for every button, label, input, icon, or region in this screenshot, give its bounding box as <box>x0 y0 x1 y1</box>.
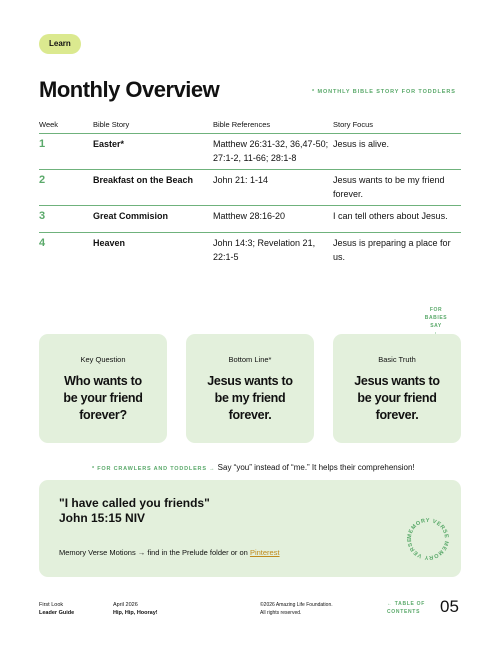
bible-story: Heaven <box>93 238 126 248</box>
footer-month <box>113 601 158 617</box>
memory-verse-box <box>39 480 461 577</box>
memory-verse <box>59 496 210 526</box>
toc-text: CONTENTS <box>387 609 421 615</box>
week-number: 2 <box>39 174 46 186</box>
card-label: Basic Truth <box>378 355 416 364</box>
footer-copyright <box>260 601 333 617</box>
header-story: Bible Story <box>93 120 130 129</box>
verse-reference: John 15:15 NIV <box>59 511 146 525</box>
for-babies-line: SAY <box>430 323 442 329</box>
crawlers-note <box>92 463 415 472</box>
crawlers-text: Say “you” instead of “me.” It helps their comprehension! <box>217 463 415 472</box>
table-header <box>39 120 461 134</box>
page-title: Monthly Overview <box>39 77 220 102</box>
table-row <box>39 233 461 267</box>
card-text: Jesus wants to be my friend forever. <box>207 374 293 422</box>
basic-truth-card <box>333 334 461 443</box>
header-refs: Bible References <box>213 120 271 129</box>
bible-story: Breakfast on the Beach <box>93 175 194 185</box>
card-label: Bottom Line* <box>228 355 272 364</box>
motions-note <box>59 548 280 557</box>
footer-text: ©2026 Amazing Life Foundation. <box>260 602 333 608</box>
story-focus: Jesus wants to be my friend forever. <box>333 175 445 199</box>
bible-references: John 14:3; Revelation 21, 22:1-5 <box>213 238 316 262</box>
footer-guide <box>39 601 74 617</box>
card-label: Key Question <box>80 355 126 364</box>
crawlers-tag: * FOR CRAWLERS AND TODDLERS → <box>92 466 216 472</box>
table-row <box>39 206 461 233</box>
header-focus: Story Focus <box>333 120 374 129</box>
stamp-text: MEMORY VERSE MEMORY VERSE <box>406 517 450 561</box>
svg-text:MEMORY VERSE MEMORY VERSE <box>407 518 449 560</box>
verse-quote: "I have called you friends" <box>59 496 210 510</box>
bible-story: Easter* <box>93 139 125 149</box>
footer-text: First Look <box>39 602 64 608</box>
table-of-contents-link[interactable] <box>387 600 425 616</box>
week-number: 3 <box>39 210 46 222</box>
table-row <box>39 170 461 206</box>
page-number: 05 <box>440 597 459 616</box>
bible-references: Matthew 28:16-20 <box>213 211 286 221</box>
card-text: Who wants to be your friend forever? <box>63 374 143 422</box>
for-babies-line: FOR <box>429 307 443 313</box>
bible-references: John 21: 1-14 <box>213 175 269 185</box>
bible-story: Great Commision <box>93 211 169 221</box>
footer-text: April 2026 <box>113 602 138 608</box>
toddlers-tagline: * MONTHLY BIBLE STORY FOR TODDLERS <box>312 89 456 95</box>
story-focus: Jesus is preparing a place for us. <box>333 238 451 262</box>
memory-verse-stamp-icon <box>405 516 451 562</box>
key-question-card <box>39 334 167 443</box>
motions-text: Memory Verse Motions → find in the Prelude folder or on <box>59 548 248 557</box>
bottom-line-card <box>186 334 314 443</box>
pinterest-link[interactable]: Pinterest <box>249 548 280 557</box>
story-focus: I can tell others about Jesus. <box>333 211 448 221</box>
footer-text: All rights reserved. <box>260 610 302 616</box>
header-week: Week <box>39 120 59 129</box>
bible-references: Matthew 26:31-32, 36,47-50; 27:1-2, 11-66; 28:1-8 <box>213 139 329 163</box>
footer-text: Hip, Hip, Hooray! <box>113 610 158 616</box>
card-text: Jesus wants to be your friend forever. <box>354 374 440 422</box>
toc-text: ← TABLE OF <box>387 601 426 607</box>
week-number: 1 <box>39 138 46 150</box>
for-babies-line: BABIES <box>424 315 448 321</box>
story-focus: Jesus is alive. <box>333 139 390 149</box>
table-row <box>39 134 461 170</box>
overview-table <box>39 120 461 267</box>
footer-text: Leader Guide <box>39 610 75 616</box>
week-number: 4 <box>39 237 46 249</box>
learn-badge: Learn <box>39 34 81 54</box>
